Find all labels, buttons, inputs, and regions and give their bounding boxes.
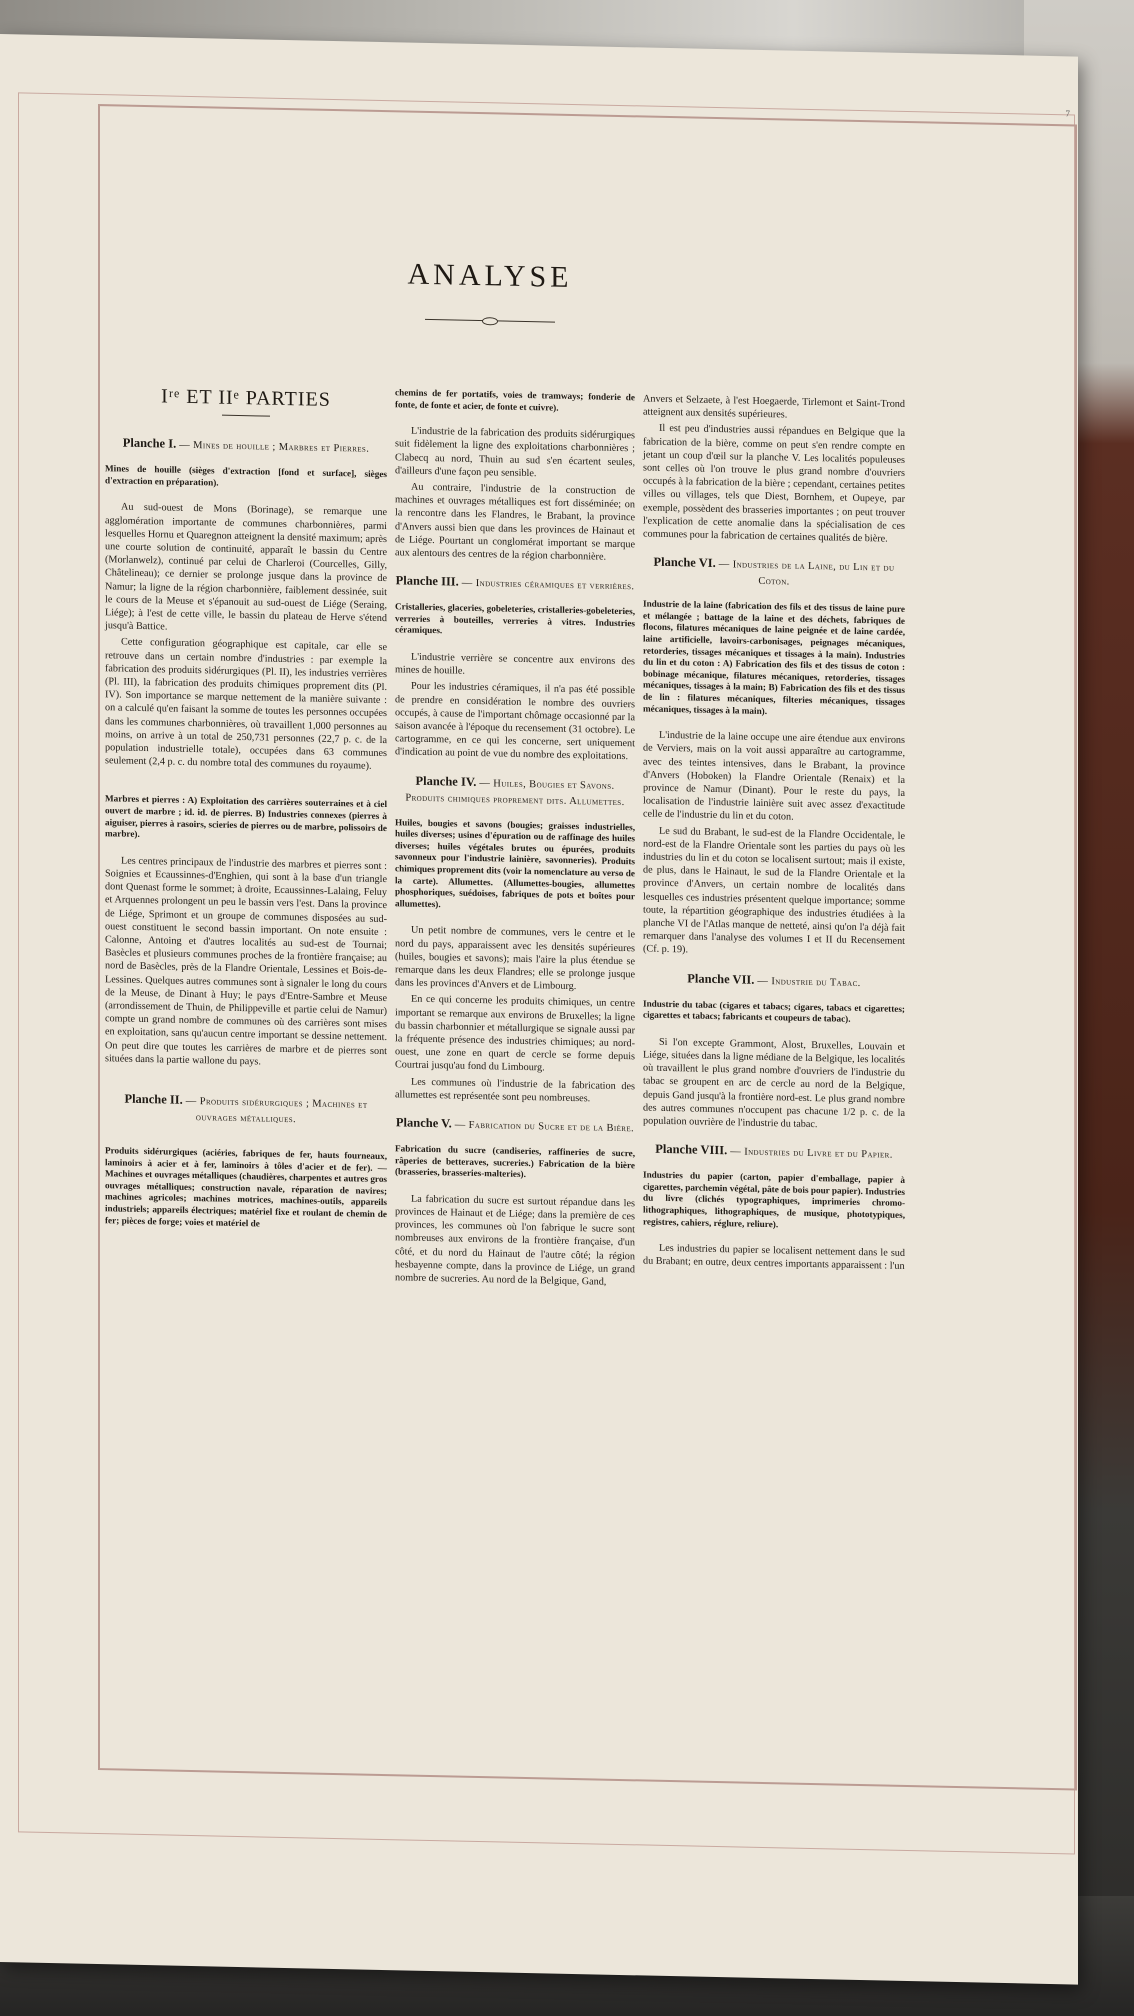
planche-3-definition: Cristalleries, glaceries, gobeleteries, cristalleries-gobeleteries, verreries à bouteilles, verreries à vitres. Industries céramiques. [395,601,635,636]
paragraph: Les centres principaux de l'industrie des marbres et pierres sont : Soignies et Ecaussinnes-d'Enghien, qui sont à la base d'un triangle dont Quenast forme le sommet; à droite, Ecaussinnes-Lalaing, Feluy et Arquennes prolongent un peu le bassin vers l'est. Dans la province de Liége, Sprimont et un groupe de communes disposées au sud-ouest constituent le second bassin important. On note ensuite : Calonne, Antoing et d'autres localités au sud-est de Tournai; Basècles et plusieurs communes proches de la frontière française; au nord de Basècles, près de la Flandre Orientale, Lessines et Bois-de-Lessines. Quelques autres communes sont à signaler le long du cours de la Meuse, de Dinant à Huy; le pays d'Entre-Sambre et Meuse (arrondissement de Thuin, de Philippeville et partie celui de Namur) compte un grand nombre de communes où des carrières sont mises en exploitation, sans qu'aucun centre important se dessine nettement. On peut dire que toutes les carrières de marbre et de pierres sont situées dans la partie wallone du pays. [105,855,387,1068]
paragraph: En ce qui concerne les produits chimiques, un centre important se remarque aux environs de Bruxelles; la ligne du bassin charbonnier et métallurgique se signale aussi par la fréquente présence des industries chimiques; au nord-ouest, une zone en quart de cercle se forme depuis Courtrai jusqu'au fond du Limbourg. [395,993,635,1074]
planche-1-definition: Mines de houille (sièges d'extraction [fond et surface], sièges d'extraction en préparation). [105,463,387,488]
planche-1-heading [105,435,387,457]
planche-2-heading [105,1091,387,1129]
page-number: 7 [1065,108,1070,119]
paragraph: Si l'on excepte Grammont, Alost, Bruxelles, Louvain et Liége, situées dans la ligne médiane de la Belgique, les localités où travaillent le plus grand nombre d'ouvriers de l'industrie du tabac se groupent en arc de cercle au nord de la Belgique, depuis Gand jusqu'à la frontière nord-est. Le plus grand nombre des autres communes n'occupent pas chacune 1/2 p. c. de la population ouvrière de l'industrie du tabac. [643,1036,905,1131]
planche-title: — Industries céramiques et verrières. [461,577,635,593]
paragraph: L'industrie de la laine occupe une aire étendue aux environs de Verviers, mais on la voit aussi apparaître au cartogramme, avec des teintes intensives, dans le Brabant, la province d'Anvers (Hoboken) la Flandre Orientale (Renaix) et la province de Namur (Dinant). Pour le reste du pays, la localisation de l'industrie lainière suit avec assez d'exactitude celle de l'industrie du lin et du coton. [643,729,905,824]
page-title: ANALYSE [407,257,573,294]
planche-7-definition: Industrie du tabac (cigares et tabacs; cigares, tabacs et cigarettes; cigarettes et tabacs; fabricants et coupeurs de tabac). [643,998,905,1025]
planche-number: Planche VII. [687,971,755,987]
planche-number: Planche II. [124,1091,183,1107]
planche-6-heading [643,555,905,592]
paragraph: Les industries du papier se localisent nettement dans le sud du Brabant; en outre, deux centres importants apparaissent : l'un [643,1243,905,1273]
document-page [0,34,1078,1985]
paragraph: Le sud du Brabant, le sud-est de la Flandre Occidentale, le nord-est de la Flandre Orientale sont les parties du pays où les industries du lin et du coton se localisent surtout; mais il existe, de plus, dans le Hainaut, le sud de la Flandre Orientale et la province d'Anvers, un certain nombre de localités dans lesquelles ces industries présentent quelque importance; somme toute, la répartition géographique des industries étudiées à la planche VI de l'Atlas manque de netteté, ainsi qu'on l'a déjà fait remarquer dans l'analyse des volumes I et II du Recensement (Cf. p. 19). [643,825,905,956]
planche-number: Planche V. [395,1115,452,1131]
planche-title: — Produits sidérurgiques ; Machines et ouvrages métalliques. [185,1095,368,1126]
planche-5-definition: Fabrication du sucre (candiseries, raffineries de sucre, râperies de betteraves, sucreries.) Fabrication de la bière (brasseries, brasseries-malteries). [395,1143,635,1180]
planche-2-definition: Produits sidérurgiques (aciéries, fabriques de fer, hauts fourneaux, laminoirs à acier et à fer, laminoirs à tôles d'acier et de fer). — Machines et ouvrages métalliques (chaudières, charpentes et autres gros ouvrages métalliques; construction navale, réparation de navires; machines agricoles; machines motrices, machines-outils, appareils industriels; appareils électriques; matériel fixe et roulant de chemin de fer; pièces de forge; voies et matériel de [105,1145,387,1229]
planche-title: — Industrie du Tabac. [757,975,861,989]
planche-number: Planche I. [122,435,177,451]
planche-8-heading [643,1142,905,1163]
paragraph: L'industrie de la fabrication des produits sidérurgiques suit fidèlement la ligne des exploitations charbonnières ; Clabecq au nord, Thuin au sud s'en écartent seules, d'ailleurs d'une façon peu sensible. [395,425,635,480]
paragraph: Il est peu d'industries aussi répandues en Belgique que la fabrication de la bière, comme on peut s'en rendre compte en jetant un coup d'œil sur la planche V. Les localités populeuses sont celles où l'on trouve le plus grand nombre d'ouvriers occupés à la fabrication de la bière ; cependant, certaines petites villes ou villages, tels que Diest, Bornhem, et Oupeye, par exemple, possèdent des brasseries importantes ; on peut trouver l'explication de cette anomalie dans la spécialisation de ces communes pour la fabrication de certaines qualités de bière. [643,423,905,545]
column-2 [395,387,635,1292]
planche-6-definition: Industrie de la laine (fabrication des fils et des tissus de laine pure et mélangée ; battage de la laine et des déchets, fabriques de flocons, filatures mécaniques de laine peignée et de laine cardée, laine artificielle, lavoirs-carbonisages, peignages mécaniques, retorderies, tissages mécaniques et tissages à la main). Industries du lin et du coton : A) Fabrication des fils et des tissus de coton : bobinage mécanique, filatures mécaniques, retorderies, tissages mécaniques, tissages à la main; B) Fabrication des fils et des tissus de lin : filatures mécaniques, filteries mécaniques, tissages mécaniques, tissages à la main). [643,598,905,716]
paragraph: Cette configuration géographique est capitale, car elle se retrouve dans un certain nombre d'industries : par exemple la fabrication des produits sidérurgiques (Pl. II), les industries verrières (Pl. III), la fabrication des produits chimiques proprement dits (Pl. IV). Son importance se marque nettement de la manière suivante : on a calculé qu'en faisant la somme de toutes les personnes occupées dans les communes charbonnières, où travaillent 1,000 personnes au moins, on arrive à un total de 250,731 personnes (22,7 p. c. de la population industrielle totale), occupées dans 63 communes seulement (2,4 p. c. du nombre total des communes du royaume). [105,636,387,773]
planche-7-heading [643,970,905,991]
planche-3-heading [395,573,635,594]
paragraph: Anvers et Selzaete, à l'est Hoegaerde, Tirlemont et Saint-Trond atteignent aux densités supérieures. [643,393,905,421]
paragraph: Pour les industries céramiques, il n'a pas été possible de prendre en considération le nombre des ouvriers occupés, à cause de l'important chômage occasionné par la saison avancée à l'époque du recensement (31 octobre). Le cartogramme, en ce qui les concerne, sert uniquement d'indication au point de vue du nombre des exploitations. [395,681,635,763]
column-1 [105,381,387,1246]
planche-title: — Industries du Livre et du Papier. [730,1146,893,1161]
planche-4-definition: Huiles, bougies et savons (bougies; graisses industrielles, huiles diverses; usines d'épuration ou de raffinage des huiles diverses; huiles végétales brutes ou épurées, produits savonneux pour l'industrie lainière, savonneries). Produits chimiques proprement dits (voir la nomenclature au verso de la carte). Allumettes. (Allumettes-bougies, allumettes phosphoriques, suédoises, fabriques de pots et boîtes pour allumettes). [395,816,635,910]
paragraph: Les communes où l'industrie de la fabrication des allumettes est représentée sont peu nombreuses. [395,1076,635,1105]
planche-number: Planche VI. [653,554,716,571]
planche-4-heading [395,773,635,810]
paragraph: L'industrie verrière se concentre aux environs des mines de houille. [395,651,635,677]
section-rule [222,415,270,417]
paragraph: La fabrication du sucre est surtout répandue dans les provinces de Hainaut et de Liége; dans la première de ces provinces, les communes où l'on fabrique le sucre sont nombreuses aux environs de la frontière française, d'un côté, et du nord du Hainaut de l'autre côté; la région hesbayenne compte, dans la province de Liége, un grand nombre de sucreries. Au nord de la Belgique, Gand, [395,1193,635,1288]
marbres-definition: Marbres et pierres : A) Exploitation des carrières souterraines et à ciel ouvert de marbre ; id. id. de pierres. B) Industries connexes (pierres à aiguiser, pierres à rasoirs, scieries de pierres ou de marbre, polissoirs de marbre). [105,793,387,840]
planche-5-heading [395,1115,635,1136]
planche-number: Planche VIII. [655,1141,728,1158]
continued-definition: chemins de fer portatifs, voies de tramways; fonderie de fonte, de fonte et acier, de fonte et cuivre). [395,387,635,413]
planche-number: Planche IV. [415,773,477,789]
planche-title: — Fabrication du Sucre et de la Bière. [454,1119,635,1135]
planche-title: — Industries de la Laine, du Lin et du Coton. [718,559,895,588]
column-3 [643,392,905,1276]
part-title: Iʳᵉ ET IIᵉ PARTIES [161,385,331,411]
planche-title: — Mines de houille ; Marbres et Pierres. [179,439,370,455]
paragraph: Au contraire, l'industrie de la construction de machines et ouvrages métalliques est fort disséminée; on la rencontre dans les Flandres, le Brabant, la province d'Anvers aussi bien que dans les provinces de Hainaut et de Liége. Pourtant un conglomérat important se marque aux alentours des centres de la région charbonnière. [395,481,635,563]
planche-8-definition: Industries du papier (carton, papier d'emballage, papier à cigarettes, parchemin végétal, pâte de bois pour papier). Industries du livre (clichés typographiques, imprimeries chromo-lithographiques, lithographiques, de musique, phototypiques, registres, cahiers, réglure, reliure). [643,1169,905,1229]
paragraph: Au sud-ouest de Mons (Borinage), se remarque une agglomération importante de communes charbonnières, parmi lesquelles Hornu et Quaregnon atteignent la densité maximum; après une courte solution de continuité, apparaît le bassin du Centre (Morlanwelz), continué par celui de Charleroi (Courcelles, Gilly, Châtelineau); ce dernier se prolonge jusque dans la province de Namur; la ligne de la région charbonnière, faiblement dessinée, suit le cours de la Meuse et s'épanouit au sud-ouest de Liége (Seraing, Liége); à l'est de cette ville, le bassin du plateau de Herve s'étend jusqu'à Battice. [105,501,387,633]
paragraph: Un petit nombre de communes, vers le centre et le nord du pays, apparaissent avec les densités supérieures (huiles, bougies et savons); mais l'aire la plus étendue se remarque dans les deux Flandres; elle se prolonge jusque dans les provinces d'Anvers et de Limbourg. [395,924,635,993]
planche-number: Planche III. [395,573,459,589]
planche-title: — Huiles, Bougies et Savons. Produits chimiques proprement dits. Allumettes. [405,777,625,808]
